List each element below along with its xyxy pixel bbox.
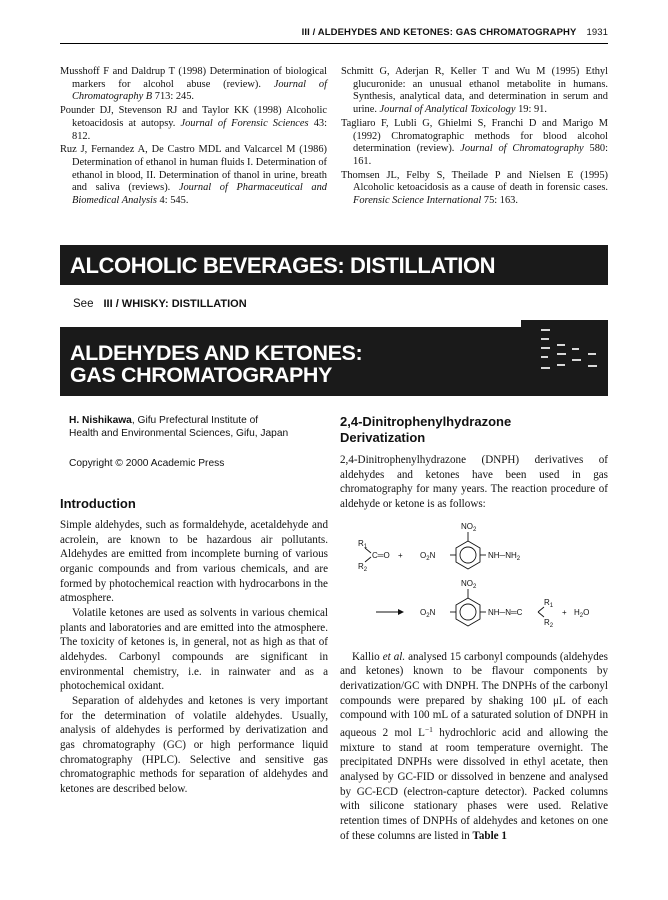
- introduction-heading: Introduction: [60, 496, 136, 511]
- reference-entry: Schmitt G, Aderjan R, Keller T and Wu M (1995) Ethyl glucuronide: an unusual ethanol metabolite in humans. Synthesis, analytical data, and determination in serum and urine. Journal of Analytical Toxicology 19: 91.: [341, 66, 608, 116]
- dnph-heading: 2,4-Dinitrophenylhydrazone Derivatization: [340, 414, 512, 445]
- r1-label: $R_1$: [544, 597, 554, 609]
- plus-sign: +: [398, 550, 403, 560]
- reference-entry: Musshoff F and Daldrup T (1998) Determination of biological markers for alcohol abuse (review). Journal of Chromatography B 713: 245.: [60, 66, 327, 103]
- banner-title: ALDEHYDES AND KETONES: GAS CHROMATOGRAPHY: [70, 341, 363, 387]
- reaction-scheme: [340, 518, 608, 636]
- references-right-column: [341, 66, 608, 209]
- carbonyl-label: C═O: [372, 550, 390, 560]
- chromatography-plate-icon: [521, 320, 608, 396]
- author-block: H. Nishikawa, Gifu Prefectural Institute of Health and Environmental Sciences, Gifu, Japan: [69, 415, 289, 439]
- see-also: [73, 298, 247, 310]
- author-name: H. Nishikawa: [69, 415, 132, 426]
- r2-label: $R_2$: [358, 561, 368, 573]
- o2n-label: $O_2N$: [420, 550, 436, 562]
- banner-title: ALCOHOLIC BEVERAGES: DISTILLATION: [70, 253, 496, 278]
- reference-entry: Pounder DJ, Stevenson RJ and Taylor KK (1998) Alcoholic ketoacidosis at autopsy. Journal of Forensic Sciences 43: 812.: [60, 105, 327, 142]
- nitro-group-label: $NO_2$: [461, 578, 477, 590]
- reaction-scheme-bonds: [340, 518, 608, 636]
- cross-reference-link[interactable]: III / WHISKY: DISTILLATION: [103, 298, 247, 310]
- reference-entry: Ruz J, Fernandez A, De Castro MDL and Valcarcel M (1986) Determination of ethanol in human fluids I. Determination of ethanol in blood, II. Determination of thanol in urine, breath and saliva (reviews). Journal of Pharmaceutical and Biomedical Analysis 4: 545.: [60, 144, 327, 207]
- reference-entry: Tagliaro F, Lubli G, Ghielmi S, Franchi D and Marigo M (1992) Chromatographic methods for blood alcohol determination (review). Journal of Chromatography 580: 161.: [341, 117, 608, 167]
- aromatic-circle: [460, 547, 476, 563]
- table-reference[interactable]: Table 1: [472, 829, 507, 842]
- o2n-label: $O_2N$: [420, 607, 436, 619]
- intro-paragraph-2: Volatile ketones are used as solvents in various chemical plants and laboratories and are emitted into the atmosphere. The toxicity of ketones is, in general, not as high as that of aldehydes. Carbonyl compounds are significant in environmental chemistry, i.e. in rainwater and as a photochemical oxidant.: [60, 606, 328, 693]
- references-left-column: [60, 66, 327, 209]
- nitro-group-label: $NO_2$: [461, 521, 477, 533]
- dnph-paragraph-1: 2,4-Dinitrophenylhydrazone (DNPH) derivatives of aldehydes and ketones have been used in gas chromatography for many years. The reaction procedure of aldehyde or ketone is as follows:: [340, 454, 608, 510]
- hydrazone-label: NH─N═C: [488, 607, 523, 617]
- article-banner-alcoholic-beverages: [60, 245, 608, 285]
- reference-entry: Thomsen JL, Felby S, Theilade P and Nielsen E (1995) Alcoholic ketoacidosis as a cause of death in forensic cases. Forensic Science International 75: 163.: [341, 169, 608, 207]
- intro-paragraph-1: Simple aldehydes, such as formaldehyde, acetaldehyde and acrolein, are known to be hazardous air pollutants. Aldehydes are emitted from incomplete burning of various organic compounds and from various chemicals, and are formed by photochemical reaction with hydrocarbons in the atmosphere.: [60, 519, 328, 605]
- running-head-title: III / ALDEHYDES AND KETONES: GAS CHROMATOGRAPHY: [301, 27, 577, 38]
- hydrazine-label: $NH─NH_2$: [488, 550, 521, 562]
- page-number: 1931: [586, 27, 608, 38]
- intro-paragraph-3: Separation of aldehydes and ketones is very important for the determination of volatile aldehydes. Usually, analysis of aldehydes is performed by derivatization and gas chromatography (GC) or high performance liquid chromatography (HPLC). Selective and sensitive gas chromatographic methods for separation of aldehydes and ketones are described below.: [60, 694, 328, 795]
- see-label: See: [73, 298, 94, 310]
- plus-sign: +: [562, 607, 567, 617]
- copyright-notice: Copyright © 2000 Academic Press: [69, 458, 225, 469]
- right-column: [340, 414, 608, 843]
- r1-label: $R_1$: [358, 538, 368, 550]
- water-label: $H_2O$: [574, 607, 590, 619]
- running-head: [60, 27, 608, 44]
- references-block: [60, 66, 608, 209]
- left-column: [60, 414, 328, 796]
- running-head-text: [302, 27, 608, 38]
- dnph-paragraph-2: Kallio et al. analysed 15 carbonyl compounds (aldehydes and ketones) known to be flavour components by derivatization/GC with DNPH. The DNPHs of the carbonyl compounds were prepared by shaking 100 μL of each compound with 100 mL of a saturated solution of DNPH in aqueous 2 mol $L^{-1}$ hydrochloric acid and allowing the mixture to stand at room temperature overnight. The precipitated DNPHs were dissolved in ethyl acetate, then analysed by GC-FID or dissolved in benzene and analysed by GC-ECD (electron-capture detector). Packed columns with silicone stationary phases were used. Relative retention times of DNPHs of aldehydes and ketones on one of these columns are listed in Table 1: [340, 650, 608, 842]
- r2-label: $R_2$: [544, 617, 554, 629]
